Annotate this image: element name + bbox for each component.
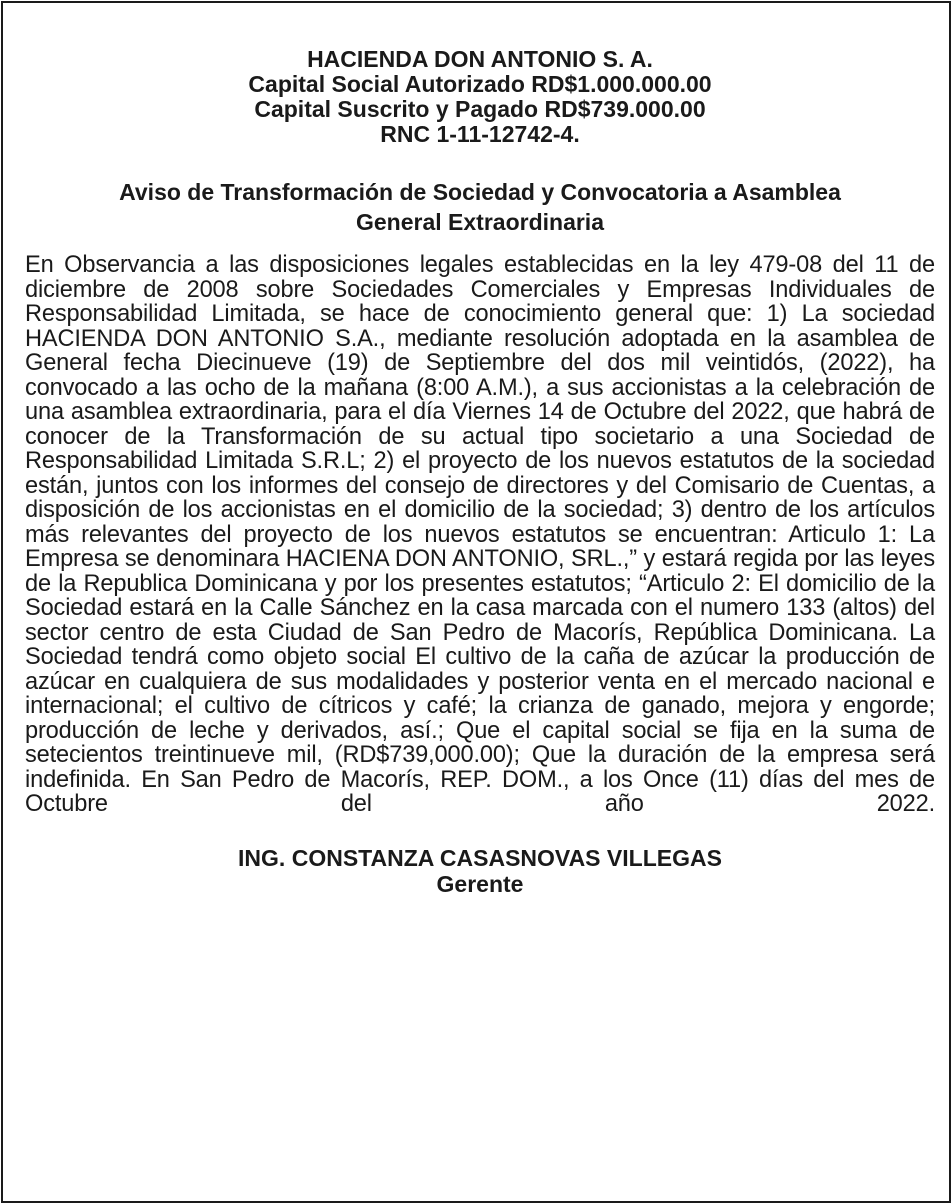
signatory-name: ING. CONSTANZA CASASNOVAS VILLEGAS [238, 844, 722, 871]
notice-title-line1: Aviso de Transformación de Sociedad y Convocatoria a Asamblea [119, 179, 841, 205]
capital-suscrito: Capital Suscrito y Pagado RD$739.000.00 [254, 96, 706, 122]
notice-frame [1, 1, 951, 1203]
rnc-number: RNC 1-11-12742-4. [380, 121, 580, 147]
signature-block [25, 845, 935, 897]
notice-title-line2: General Extraordinaria [356, 209, 604, 235]
signatory-role: Gerente [436, 870, 524, 897]
company-header [25, 47, 935, 147]
notice-content [25, 3, 935, 897]
company-name: HACIENDA DON ANTONIO S. A. [307, 46, 653, 72]
notice-title [25, 177, 935, 237]
notice-body: En Observancia a las disposiciones legales establecidas en la ley 479-08 del 11 de diciembre de 2008 sobre Sociedades Comerciales y Empresas Individuales de Responsabilidad Limitada, se hace de conocimiento general que: 1) La sociedad HACIENDA DON ANTONIO S.A., mediante resolución adoptada en la asamblea de General fecha Diecinueve (19) de Septiembre del dos mil veintidós, (2022), ha convocado a las ocho de la mañana (8:00 A.M.), a sus accionistas a la celebración de una asamblea extraordinaria, para el día Viernes 14 de Octubre del 2022, que habrá de conocer de la Transformación de su actual tipo societario a una Sociedad de Responsabilidad Limitada S.R.L; 2) el proyecto de los nuevos estatutos de la sociedad están, juntos con los informes del consejo de directores y del Comisario de Cuentas, a disposición de los accionistas en el domicilio de la sociedad; 3) dentro de los artículos más relevantes del proyecto de los nuevos estatutos se encuentran: Articulo 1: La Empresa se denominara HACIENA DON ANTONIO, SRL.,” y estará regida por las leyes de la Republica Dominicana y por los presentes estatutos; “Articulo 2: El domicilio de la Sociedad estará en la Calle Sánchez en la casa marcada con el numero 133 (altos) del sector centro de esta Ciudad de San Pedro de Macorís, República Dominicana. La Sociedad tendrá como objeto social El cultivo de la caña de azúcar la producción de azúcar en cualquiera de sus modalidades y posterior venta en el mercado nacional e internacional; el cultivo de cítricos y café; la crianza de ganado, mejora y engorde; producción de leche y derivados, así.; Que el capital social se fija en la suma de setecientos treintinueve mil, (RD$739,000.00); Que la duración de la empresa será indefinida. En San Pedro de Macorís, REP. DOM., a los Once (11) días del mes de Octubre del año 2022. [25, 252, 935, 817]
capital-autorizado: Capital Social Autorizado RD$1.000.000.00 [248, 71, 712, 97]
